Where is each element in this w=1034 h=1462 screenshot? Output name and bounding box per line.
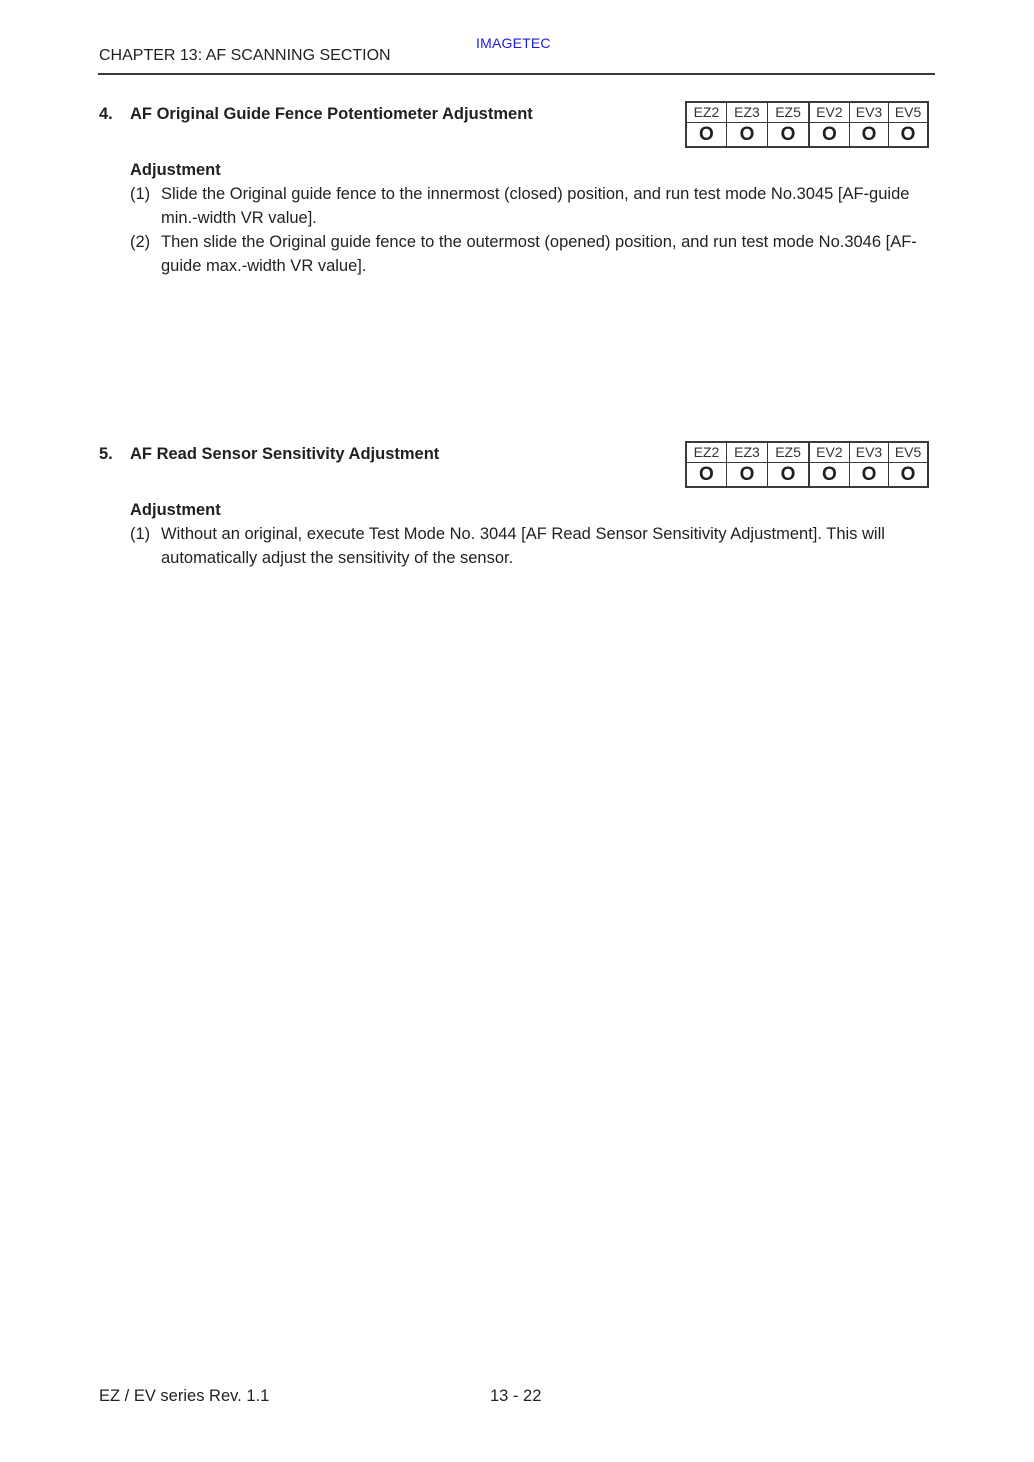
applicable-mark: O <box>849 463 888 488</box>
applicable-mark: O <box>768 123 809 148</box>
model-name-cell: EZ5 <box>768 102 809 123</box>
adjustment-heading: Adjustment <box>130 501 221 519</box>
model-name-cell: EV3 <box>849 442 888 463</box>
step-number: (1) <box>130 525 151 543</box>
adjustment-step <box>130 182 936 230</box>
brand-name: IMAGETEC <box>476 35 551 51</box>
section-title: AF Original Guide Fence Potentiometer Adjustment <box>130 105 533 123</box>
model-name-cell: EZ2 <box>686 442 726 463</box>
adjustment-step <box>130 230 936 278</box>
step-text: Then slide the Original guide fence to the outermost (opened) position, and run test mode No.3046 [AF-guide max.-width VR value]. <box>161 233 917 275</box>
step-number: (1) <box>130 185 151 203</box>
model-name-cell: EV3 <box>849 102 888 123</box>
applicable-mark: O <box>699 124 714 145</box>
applicable-mark: O <box>726 463 767 488</box>
step-text: Without an original, execute Test Mode No. 3044 [AF Read Sensor Sensitivity Adjustment]. This will automatically adjust the sensitivity of the sensor. <box>161 525 885 567</box>
model-applicability-table <box>685 441 929 488</box>
applicable-mark: O <box>768 463 809 488</box>
model-name-cell: EV5 <box>889 102 928 123</box>
applicable-mark: O <box>809 123 849 148</box>
model-name-cell: EV5 <box>889 442 928 463</box>
section-title: AF Read Sensor Sensitivity Adjustment <box>130 445 440 463</box>
model-name-cell: EZ3 <box>726 442 767 463</box>
applicable-mark: O <box>889 463 928 488</box>
applicable-mark: O <box>849 123 888 148</box>
model-name-cell: EZ2 <box>686 102 726 123</box>
section-heading <box>99 445 439 464</box>
section-number: 5. <box>99 445 113 463</box>
model-name-cell: EZ5 <box>768 442 809 463</box>
chapter-title: CHAPTER 13: AF SCANNING SECTION <box>99 47 391 64</box>
section-number: 4. <box>99 105 113 123</box>
model-applicability-table <box>685 101 929 148</box>
page-number: 13 - 22 <box>490 1387 542 1405</box>
model-name-cell: EV2 <box>809 442 849 463</box>
applicable-mark: O <box>699 464 714 485</box>
step-number: (2) <box>130 233 151 251</box>
model-mark-row <box>686 123 928 148</box>
step-text: Slide the Original guide fence to the innermost (closed) position, and run test mode No.3045 [AF-guide min.-width VR value]. <box>161 185 910 227</box>
applicable-mark: O <box>726 123 767 148</box>
model-name-row <box>686 102 928 123</box>
model-mark-row <box>686 463 928 488</box>
section-guide-fence-adjustment <box>99 105 936 285</box>
model-name-cell: EZ3 <box>726 102 767 123</box>
adjustment-step <box>130 522 936 570</box>
section-read-sensor-adjustment <box>99 445 936 575</box>
model-name-row <box>686 442 928 463</box>
applicable-mark: O <box>809 463 849 488</box>
model-name-cell: EV2 <box>809 102 849 123</box>
applicable-mark: O <box>889 123 928 148</box>
section-heading <box>99 105 533 124</box>
header-divider <box>98 73 935 75</box>
footer-series: EZ / EV series Rev. 1.1 <box>99 1387 270 1405</box>
adjustment-heading: Adjustment <box>130 161 221 179</box>
